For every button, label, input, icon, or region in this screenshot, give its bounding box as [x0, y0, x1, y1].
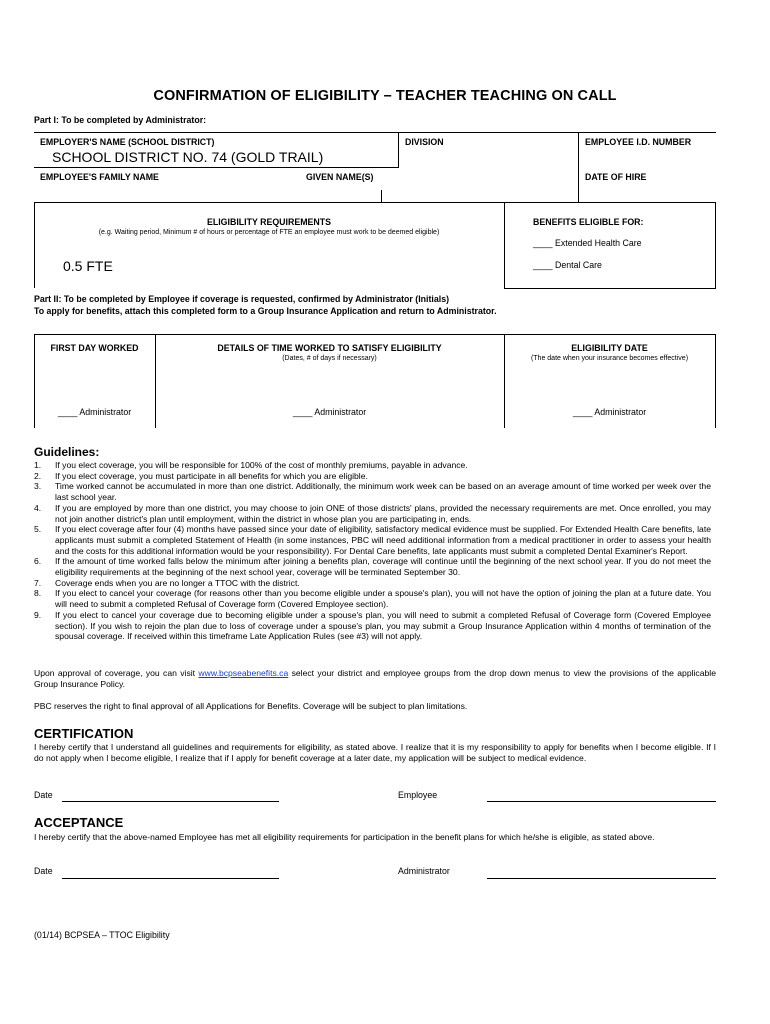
part2-heading: Part II: To be completed by Employee if coverage is requested, confirmed by Administrator (Initials) — [34, 294, 450, 304]
list-item-text: Time worked cannot be accumulated in more than one district. Additionally, the minimum work week can be based on an average amount of time worked per week over the last school year. — [55, 481, 711, 503]
eligibility-requirements-note: (e.g. Waiting period, Minimum # of hours or percentage of FTE an employee must work to be deemed eligible) — [98, 229, 440, 236]
acceptance-heading: ACCEPTANCE — [34, 815, 124, 830]
list-item-text: If you elect coverage after four (4) months have passed since your date of eligibility, satisfactory medical evidence must be supplied. For Extended Health Care benefits, late applicants must submit a completed Statement of Health (in some instances, PBC will need additional information from a medical practitioner in order to assess your health and the costs for this additional information would be your responsibility). For Dental Care benefits, late applicants must submit a completed Dental Examiner's Report. — [55, 524, 711, 556]
division-label: DIVISION — [405, 137, 444, 147]
benefits-website-link[interactable]: www.bcpseabenefits.ca — [198, 668, 289, 678]
table-rule — [34, 167, 399, 168]
table-divider — [578, 132, 579, 202]
list-item-text: If you elect to cancel your coverage (for reasons other than you become eligible under a spouse's plan), you will not have the option of joining the plan at a future date. You will need to submit a completed Refusal of Coverage form (Covered Employee section). — [55, 588, 711, 610]
table-divider — [34, 202, 35, 288]
list-item-text: If the amount of time worked falls below the minimum after joining a benefits plan, coverage will continue until the beginning of the next school year. If you do not meet the eligibility requirements at the beginning of the next school year, coverage will be terminated September 30. — [55, 556, 711, 578]
benefits-eligible-label: BENEFITS ELIGIBLE FOR: — [533, 217, 644, 227]
first-day-worked-label: FIRST DAY WORKED — [50, 343, 139, 353]
admin-initials-first-day[interactable]: ____ Administrator — [57, 407, 132, 417]
employer-name-value[interactable]: SCHOOL DISTRICT NO. 74 (GOLD TRAIL) — [52, 149, 324, 165]
list-item-text: If you elect coverage, you must participate in all benefits for which you are eligible. — [55, 470, 368, 481]
guidelines-heading: Guidelines: — [34, 445, 100, 459]
table-divider — [504, 202, 505, 288]
date-of-hire-label: DATE OF HIRE — [585, 172, 647, 182]
list-item-number: 7. — [34, 577, 42, 588]
form-footer: (01/14) BCPSEA – TTOC Eligibility — [34, 930, 170, 940]
list-item-text: If you elect coverage, you will be responsible for 100% of the cost of monthly premiums, payable in advance. — [55, 460, 468, 470]
certification-date-label: Date — [34, 790, 53, 800]
eligibility-requirements-label: ELIGIBILITY REQUIREMENTS — [207, 217, 331, 227]
list-item-number: 2. — [34, 470, 42, 481]
table-border-top — [34, 132, 716, 133]
details-time-worked-note: (Dates, # of days if necessary) — [282, 355, 377, 362]
acceptance-date-label: Date — [34, 866, 53, 876]
list-item-number: 6. — [34, 556, 42, 567]
list-item — [34, 556, 716, 577]
acceptance-date-field[interactable] — [62, 878, 279, 879]
list-item-number: 9. — [34, 609, 42, 620]
part1-heading: Part I: To be completed by Administrator: — [34, 115, 207, 125]
table-divider — [398, 132, 399, 167]
list-item — [34, 471, 716, 482]
list-item-number: 8. — [34, 588, 42, 599]
eligibility-date-note: (The date when your insurance becomes effective) — [530, 355, 689, 362]
list-item-number: 3. — [34, 481, 42, 492]
family-name-label: EMPLOYEE'S FAMILY NAME — [40, 172, 159, 182]
certification-employee-label: Employee — [398, 790, 438, 800]
table-rule — [504, 288, 716, 289]
table-divider — [381, 190, 382, 202]
certification-heading: CERTIFICATION — [34, 726, 134, 741]
certification-date-field[interactable] — [62, 801, 279, 802]
details-time-worked-label: DETAILS OF TIME WORKED TO SATISFY ELIGIBILITY — [217, 343, 442, 353]
list-item-number: 1. — [34, 460, 42, 470]
acceptance-administrator-label: Administrator — [398, 866, 450, 876]
employee-id-label: EMPLOYEE I.D. NUMBER — [585, 137, 692, 147]
list-item — [34, 481, 716, 502]
approval-text-end: select your district and employee groups from the drop down menus to view the provisions of the applicable Group Insurance Policy. — [34, 668, 716, 689]
list-item-text: Coverage ends when you are no longer a TTOC with the district. — [55, 577, 300, 588]
table-border-top — [34, 334, 716, 335]
employer-name-label: EMPLOYER'S NAME (SCHOOL DISTRICT) — [40, 137, 215, 147]
list-item-number: 5. — [34, 524, 42, 535]
benefit-dental[interactable]: ____ Dental Care — [533, 260, 602, 270]
employee-signature-field[interactable] — [487, 801, 716, 802]
admin-initials-details[interactable]: ____ Administrator — [292, 407, 367, 417]
list-item — [34, 460, 716, 471]
table-rule — [34, 202, 716, 203]
list-item-number: 4. — [34, 502, 42, 513]
list-item — [34, 503, 716, 524]
given-name-label: GIVEN NAME(S) — [306, 172, 374, 182]
administrator-signature-field[interactable] — [487, 878, 716, 879]
eligibility-date-label: ELIGIBILITY DATE — [571, 343, 648, 353]
table-divider — [715, 202, 716, 288]
list-item — [34, 578, 716, 589]
guidelines-list — [34, 460, 716, 642]
benefit-extended-health[interactable]: ____ Extended Health Care — [533, 238, 642, 248]
pbc-note: PBC reserves the right to final approval of all Applications for Benefits. Coverage will be subject to plan limitations. — [34, 701, 468, 711]
list-item-text: If you are employed by more than one district, you may choose to join ONE of those districts' plans, provided the necessary requirements are met. Once enrolled, you may not join another district's plan until employment, within the district in whose plan you are participating in, ends. — [55, 502, 711, 524]
approval-text-start: Upon approval of coverage, you can visit — [34, 668, 199, 678]
list-item-text: If you elect to cancel your coverage due to becoming eligible under a spouse's plan, you will need to submit a completed Refusal of Coverage form (Covered Employee section). If you wish to rejoin the plan due to loss of coverage under a spouse's plan, you may submit a Group Insurance Application within 4 months of termination of the spousal coverage. If received within this timeframe Late Application Rules (see #3) will not apply. — [55, 609, 711, 642]
part2-instructions: To apply for benefits, attach this completed form to a Group Insurance Application and return to Administrator. — [34, 306, 497, 316]
list-item — [34, 524, 716, 556]
admin-initials-eligibility-date[interactable]: ____ Administrator — [572, 407, 647, 417]
certification-text: I hereby certify that I understand all guidelines and requirements for eligibility, as stated above. I realize that it is my responsibility to apply for benefits when I become eligible. If I do not apply when I become eligible, I realize that if I apply for benefit coverage at a later date, my application will be subject to medical evidence. — [34, 742, 716, 763]
eligibility-requirements-value[interactable]: 0.5 FTE — [63, 258, 113, 274]
list-item — [34, 588, 716, 609]
form-title: CONFIRMATION OF ELIGIBILITY – TEACHER TEACHING ON CALL — [153, 88, 617, 104]
approval-paragraph — [34, 668, 716, 689]
table-divider — [715, 334, 716, 428]
acceptance-text: I hereby certify that the above-named Employee has met all eligibility requirements for participation in the benefit plans for which he/she is eligible, as stated above. — [34, 832, 655, 842]
list-item — [34, 610, 716, 642]
